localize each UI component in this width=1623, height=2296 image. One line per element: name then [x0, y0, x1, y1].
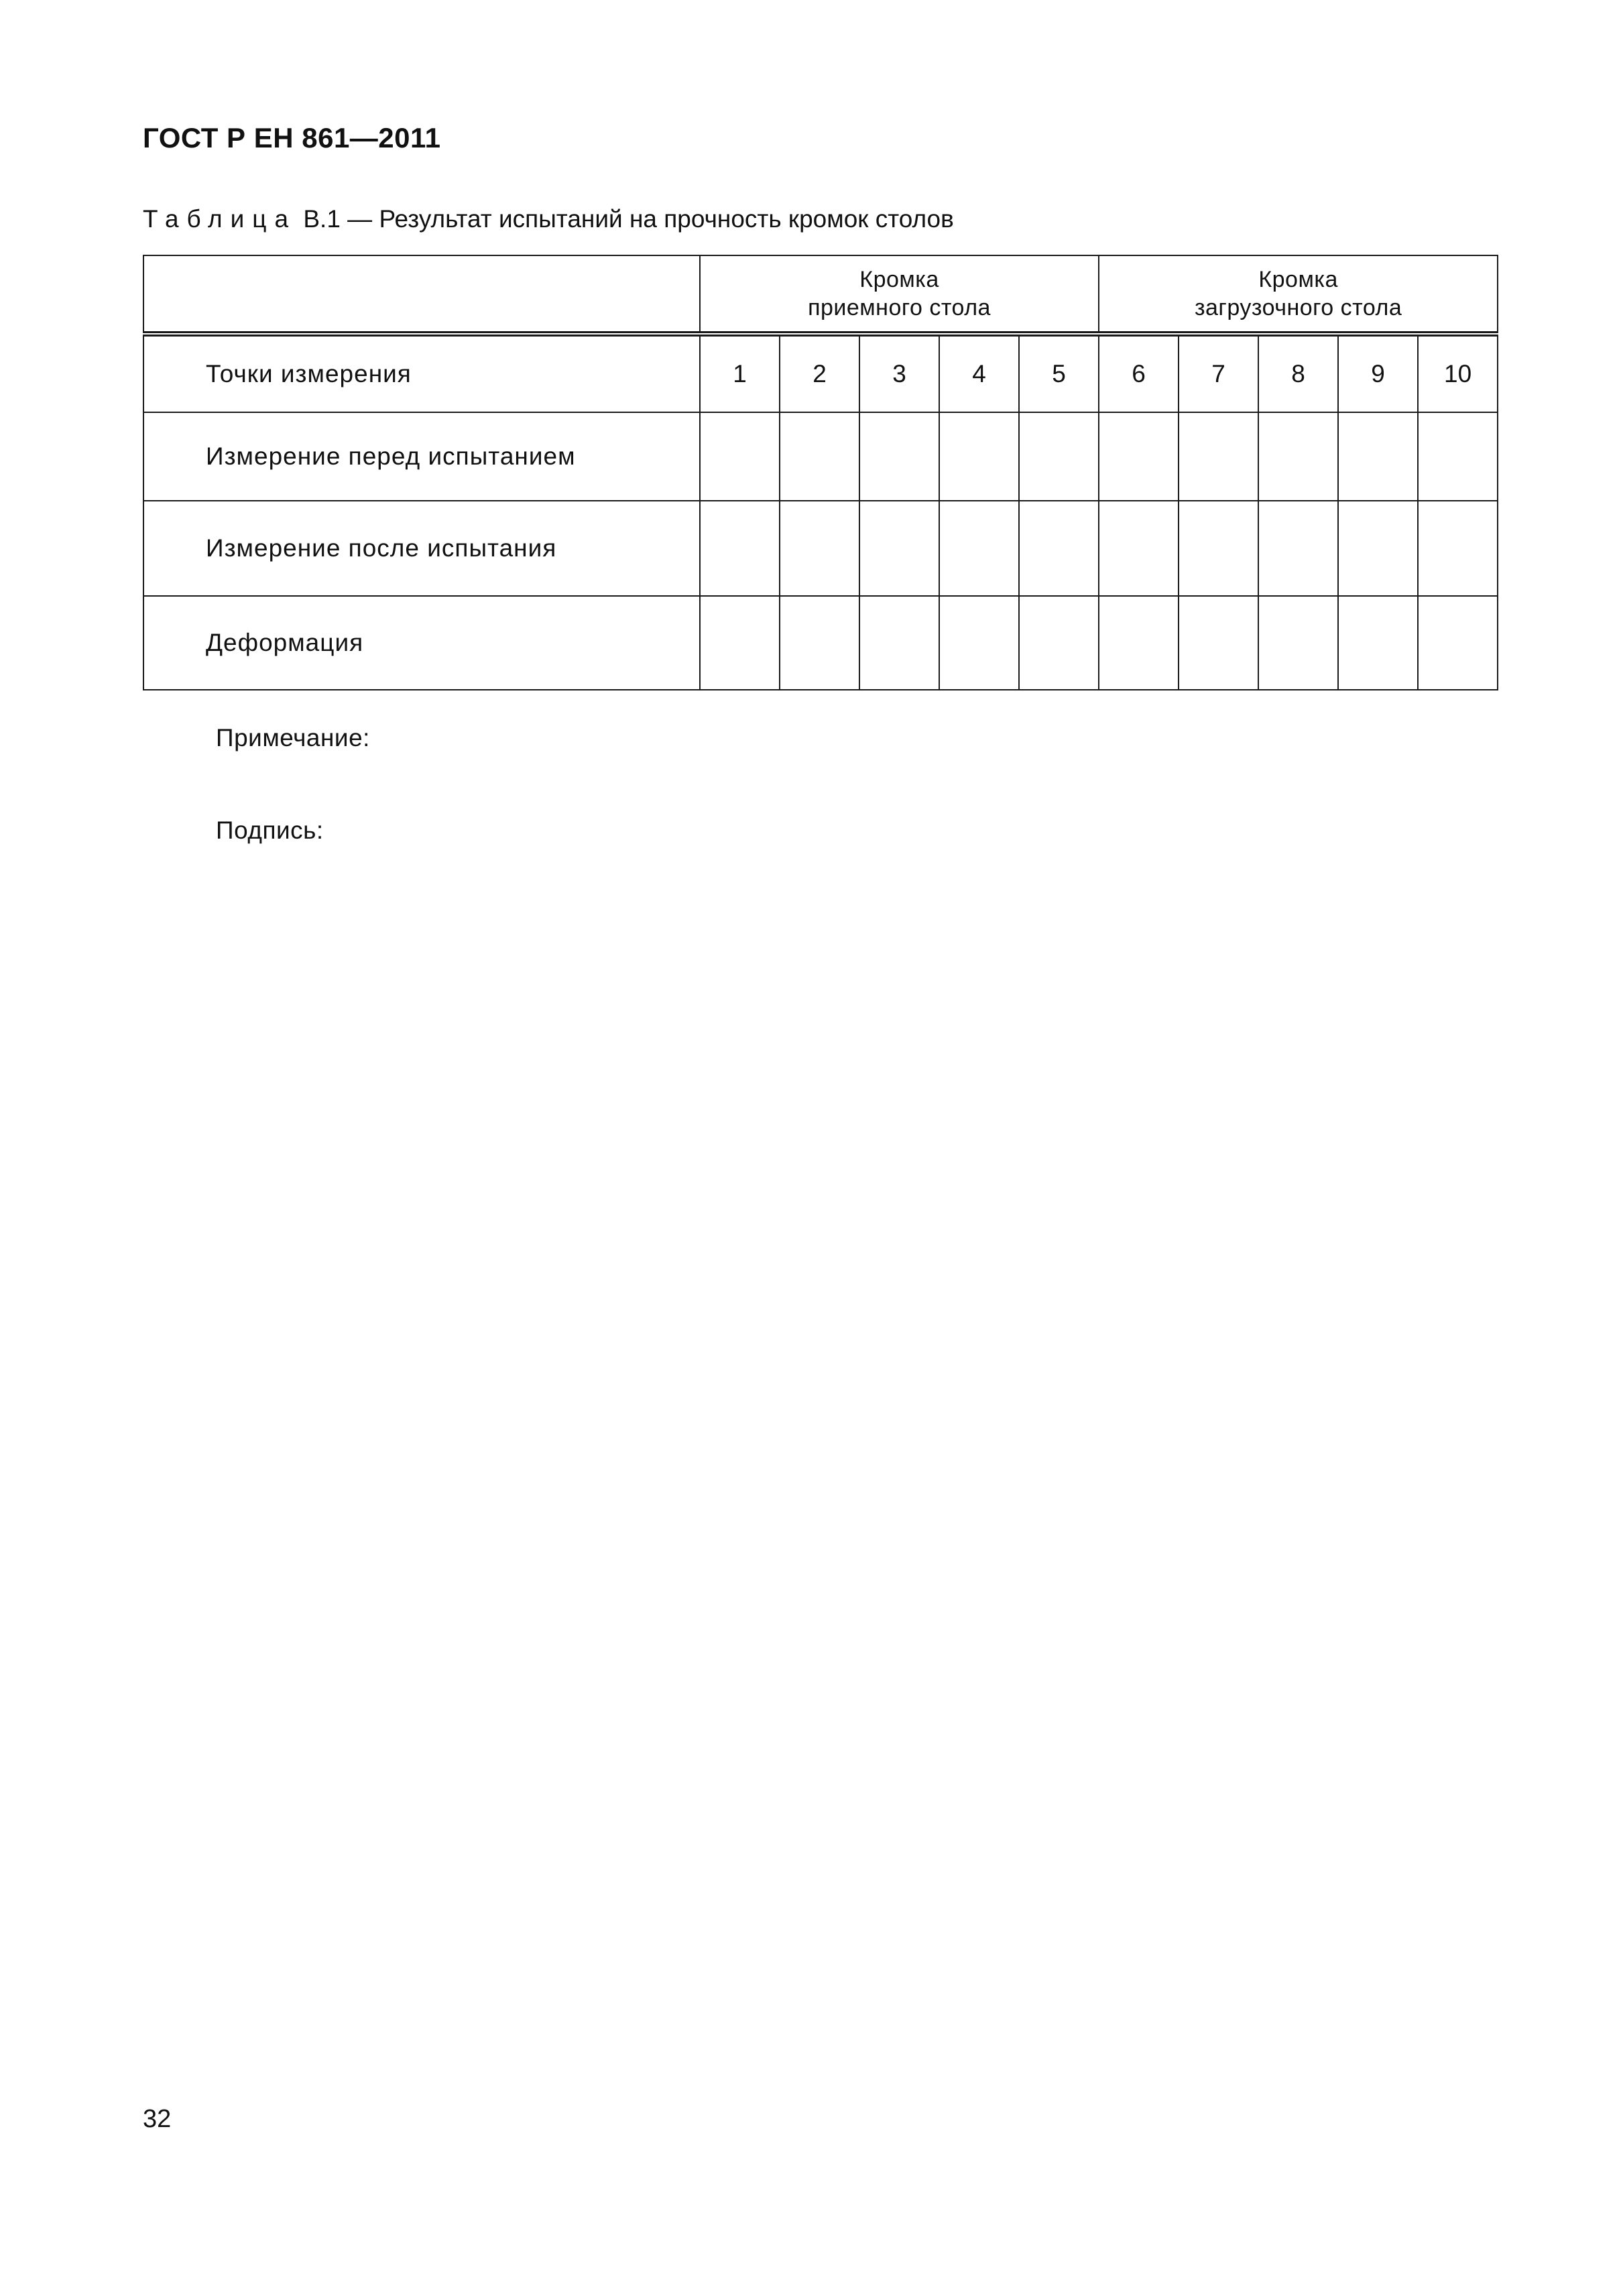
- signature-label: Подпись:: [216, 817, 324, 844]
- empty-cell: [859, 412, 939, 501]
- header-loading-table-edge: [1099, 255, 1498, 334]
- point-number: 2: [780, 334, 859, 412]
- group-subtitle: загрузочного стола: [1194, 295, 1402, 320]
- point-number: 1: [700, 334, 780, 412]
- empty-cell: [939, 412, 1019, 501]
- empty-cell: [1019, 412, 1099, 501]
- empty-cell: [1019, 501, 1099, 596]
- empty-cell: [780, 596, 859, 690]
- group-title: Кромка: [1258, 267, 1338, 292]
- point-number: 5: [1019, 334, 1099, 412]
- empty-cell: [1099, 501, 1179, 596]
- empty-cell: [1338, 412, 1418, 501]
- edge-strength-results-table: [143, 255, 1498, 690]
- header-empty-cell: [143, 255, 700, 334]
- point-number: 9: [1338, 334, 1418, 412]
- point-number: 6: [1099, 334, 1179, 412]
- empty-cell: [700, 596, 780, 690]
- table-row: [143, 412, 1498, 501]
- empty-cell: [1258, 501, 1338, 596]
- table-header-row: [143, 255, 1498, 334]
- row-label: Измерение после испытания: [143, 501, 700, 596]
- row-label: Деформация: [143, 596, 700, 690]
- group-subtitle: приемного стола: [808, 295, 991, 320]
- empty-cell: [939, 596, 1019, 690]
- table-caption: [143, 205, 954, 233]
- page-number: 32: [143, 2105, 172, 2133]
- document-code: ГОСТ Р ЕН 861—2011: [143, 122, 441, 154]
- table-row: [143, 501, 1498, 596]
- table-caption-text: В.1 — Результат испытаний на прочность кромок столов: [303, 205, 954, 233]
- empty-cell: [780, 501, 859, 596]
- point-number: 3: [859, 334, 939, 412]
- measurement-points-row: [143, 334, 1498, 412]
- empty-cell: [1418, 596, 1498, 690]
- empty-cell: [1179, 501, 1258, 596]
- table-row: [143, 596, 1498, 690]
- table-caption-prefix: Таблица: [143, 205, 297, 233]
- empty-cell: [859, 501, 939, 596]
- empty-cell: [1099, 596, 1179, 690]
- empty-cell: [939, 501, 1019, 596]
- empty-cell: [1179, 596, 1258, 690]
- empty-cell: [1418, 501, 1498, 596]
- point-number: 8: [1258, 334, 1338, 412]
- empty-cell: [1418, 412, 1498, 501]
- empty-cell: [700, 412, 780, 501]
- empty-cell: [859, 596, 939, 690]
- point-number: 7: [1179, 334, 1258, 412]
- group-title: Кромка: [859, 267, 939, 292]
- note-label: Примечание:: [216, 724, 370, 751]
- row-label: Измерение перед испытанием: [143, 412, 700, 501]
- header-receiving-table-edge: [700, 255, 1099, 334]
- empty-cell: [780, 412, 859, 501]
- empty-cell: [1338, 596, 1418, 690]
- empty-cell: [700, 501, 780, 596]
- empty-cell: [1019, 596, 1099, 690]
- empty-cell: [1258, 596, 1338, 690]
- row-label: Точки измерения: [143, 334, 700, 412]
- point-number: 10: [1418, 334, 1498, 412]
- empty-cell: [1179, 412, 1258, 501]
- point-number: 4: [939, 334, 1019, 412]
- empty-cell: [1338, 501, 1418, 596]
- empty-cell: [1258, 412, 1338, 501]
- empty-cell: [1099, 412, 1179, 501]
